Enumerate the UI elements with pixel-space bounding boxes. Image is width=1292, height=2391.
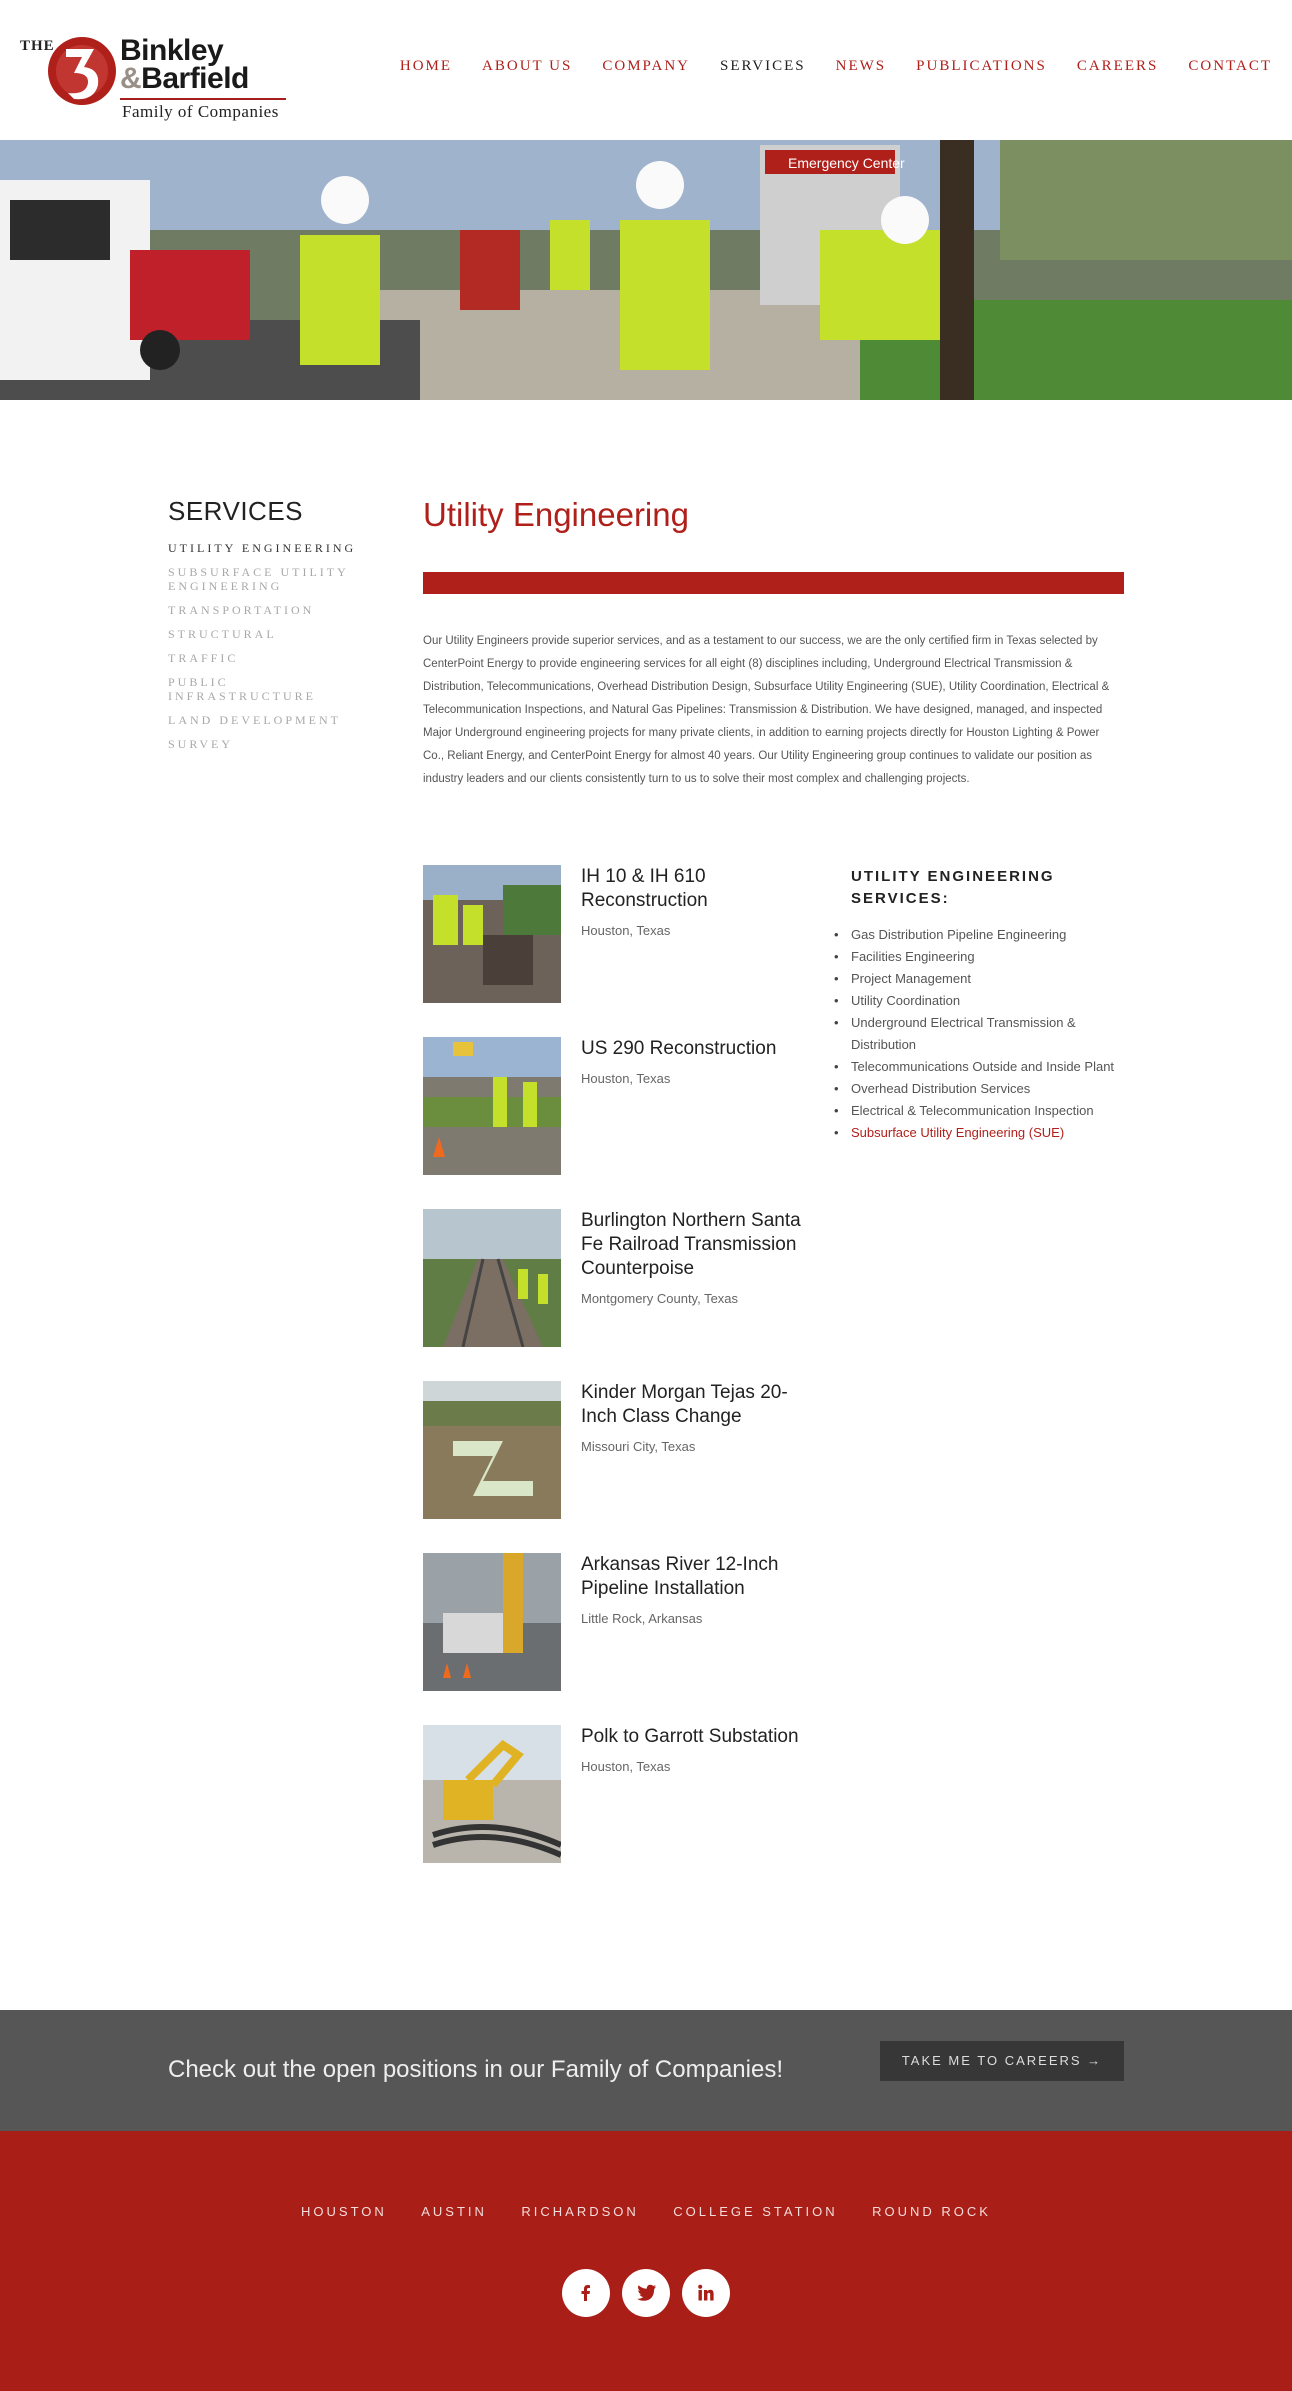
service-item: • Telecommunications Outside and Inside Plant <box>851 1056 1131 1078</box>
hero-photo <box>0 140 1292 400</box>
project-title[interactable]: Polk to Garrott Substation <box>581 1726 799 1747</box>
logo-ampersand: & <box>120 62 142 95</box>
project-location: Houston, Texas <box>581 923 671 938</box>
sidebar-item-public-infrastructure[interactable]: PUBLIC INFRASTRUCTURE <box>168 675 317 703</box>
project-list <box>423 865 823 1897</box>
logo-mark-icon <box>46 33 118 109</box>
logo-rule <box>120 98 286 100</box>
project-thumbnail[interactable] <box>423 1037 561 1175</box>
service-item: • Overhead Distribution Services <box>851 1078 1131 1100</box>
utility-services-list <box>851 866 1131 1144</box>
service-item: • Electrical & Telecommunication Inspection <box>851 1100 1131 1122</box>
nav-company[interactable]: COMPANY <box>602 58 690 74</box>
services-bullets <box>851 924 1131 1144</box>
main-nav <box>370 58 1272 75</box>
office-richardson[interactable]: RICHARDSON <box>521 2204 639 2219</box>
service-item: • Utility Coordination <box>851 990 1131 1012</box>
project-item[interactable] <box>423 1209 823 1381</box>
take-me-to-careers-button[interactable]: TAKE ME TO CAREERS → <box>880 2041 1124 2081</box>
project-location: Montgomery County, Texas <box>581 1291 739 1306</box>
hero-sign-text: Emergency Center <box>788 155 905 171</box>
project-title[interactable]: US 290 Reconstruction <box>581 1038 777 1059</box>
nav-home[interactable]: HOME <box>399 58 453 74</box>
project-location: Little Rock, Arkansas <box>581 1611 703 1626</box>
project-item[interactable] <box>423 1381 823 1553</box>
logo-the: THE <box>20 38 55 54</box>
nav-news[interactable]: NEWS <box>835 58 887 74</box>
sidebar-item-survey[interactable]: SURVEY <box>168 737 234 751</box>
services-list-title: UTILITY ENGINEERING SERVICES: <box>851 868 1055 907</box>
sidebar-item-subsurface-utility-engineering[interactable]: SUBSURFACE UTILITY ENGINEERING <box>168 565 349 593</box>
logo-barfield-text: Barfield <box>141 62 249 95</box>
intro-paragraph: Our Utility Engineers provide superior services, and as a testament to our success, we are the only certified firm in Texas selected by CenterPoint Energy to provide engineering services for all eight (8) disciplines including, Underground Electrical Transmission & Distribution, Telecommunications, Overhead Distribution Design, Subsurface Utility Engineering (SUE), Utility Coordination, Electrical & Telecommunication Inspections, and Natural Gas Pipelines: Transmission & Distribution. We have designed, managed, and inspected Major Underground engineering projects for many private clients, in addition to earning projects directly for Houston Lighting & Power Co., Reliant Energy, and CenterPoint Energy for almost 40 years. Our Utility Engineering group continues to validate our position as industry leaders and our clients consistently turn to us to solve their most complex and challenging projects. <box>423 635 1110 785</box>
services-sidebar <box>168 496 368 761</box>
title-divider-bar <box>423 572 1124 594</box>
project-thumbnail[interactable] <box>423 865 561 1003</box>
service-item-sue-link[interactable]: • Subsurface Utility Engineering (SUE) <box>851 1122 1131 1144</box>
main-content <box>423 496 1123 791</box>
social-links <box>0 2269 1292 2317</box>
sidebar-item-utility-engineering[interactable]: UTILITY ENGINEERING <box>168 541 357 555</box>
company-logo[interactable] <box>18 30 298 125</box>
facebook-icon[interactable] <box>562 2269 610 2317</box>
site-header <box>0 0 1292 140</box>
careers-cta-band <box>0 2010 1292 2131</box>
project-item[interactable] <box>423 1037 823 1209</box>
hero-banner <box>0 140 1292 400</box>
sidebar-item-structural[interactable]: STRUCTURAL <box>168 627 277 641</box>
logo-name-barfield <box>120 64 249 94</box>
office-locations <box>0 2203 1292 2221</box>
project-item[interactable] <box>423 1553 823 1725</box>
linkedin-icon[interactable] <box>682 2269 730 2317</box>
sidebar-item-land-development[interactable]: LAND DEVELOPMENT <box>168 713 341 727</box>
office-houston[interactable]: HOUSTON <box>301 2204 387 2219</box>
project-thumbnail[interactable] <box>423 1381 561 1519</box>
page-title: Utility Engineering <box>423 496 689 533</box>
nav-services[interactable]: SERVICES <box>720 58 806 74</box>
twitter-icon[interactable] <box>622 2269 670 2317</box>
sidebar-list <box>168 541 368 751</box>
project-location: Missouri City, Texas <box>581 1439 696 1454</box>
project-title[interactable]: Burlington Northern Santa Fe Railroad Transmission Counterpoise <box>581 1210 801 1279</box>
logo-family: Family of Companies <box>122 102 279 121</box>
nav-careers[interactable]: CAREERS <box>1076 58 1159 74</box>
office-college-station[interactable]: COLLEGE STATION <box>673 2204 838 2219</box>
office-round-rock[interactable]: ROUND ROCK <box>872 2204 991 2219</box>
project-location: Houston, Texas <box>581 1759 671 1774</box>
site-footer <box>0 2131 1292 2391</box>
cta-message: Check out the open positions in our Family of Companies! <box>168 2056 783 2083</box>
project-thumbnail[interactable] <box>423 1209 561 1347</box>
project-title[interactable]: IH 10 & IH 610 Reconstruction <box>581 866 708 911</box>
project-thumbnail[interactable] <box>423 1725 561 1863</box>
nav-contact[interactable]: CONTACT <box>1188 58 1272 74</box>
project-location: Houston, Texas <box>581 1071 671 1086</box>
service-item: • Facilities Engineering <box>851 946 1131 968</box>
office-austin[interactable]: AUSTIN <box>421 2204 487 2219</box>
sidebar-item-traffic[interactable]: TRAFFIC <box>168 651 239 665</box>
project-title[interactable]: Kinder Morgan Tejas 20-Inch Class Change <box>581 1382 788 1427</box>
logo-name-binkley: Binkley <box>120 34 224 67</box>
project-item[interactable] <box>423 865 823 1037</box>
project-thumbnail[interactable] <box>423 1553 561 1691</box>
sidebar-item-transportation[interactable]: TRANSPORTATION <box>168 603 315 617</box>
service-item: • Gas Distribution Pipeline Engineering <box>851 924 1131 946</box>
project-item[interactable] <box>423 1725 823 1897</box>
service-item: • Underground Electrical Transmission & Distribution <box>851 1012 1131 1056</box>
project-title[interactable]: Arkansas River 12-Inch Pipeline Installation <box>581 1554 779 1599</box>
service-item: • Project Management <box>851 968 1131 990</box>
sidebar-title: SERVICES <box>168 496 304 526</box>
nav-about-us[interactable]: ABOUT US <box>482 58 573 74</box>
nav-publications[interactable]: PUBLICATIONS <box>916 58 1047 74</box>
